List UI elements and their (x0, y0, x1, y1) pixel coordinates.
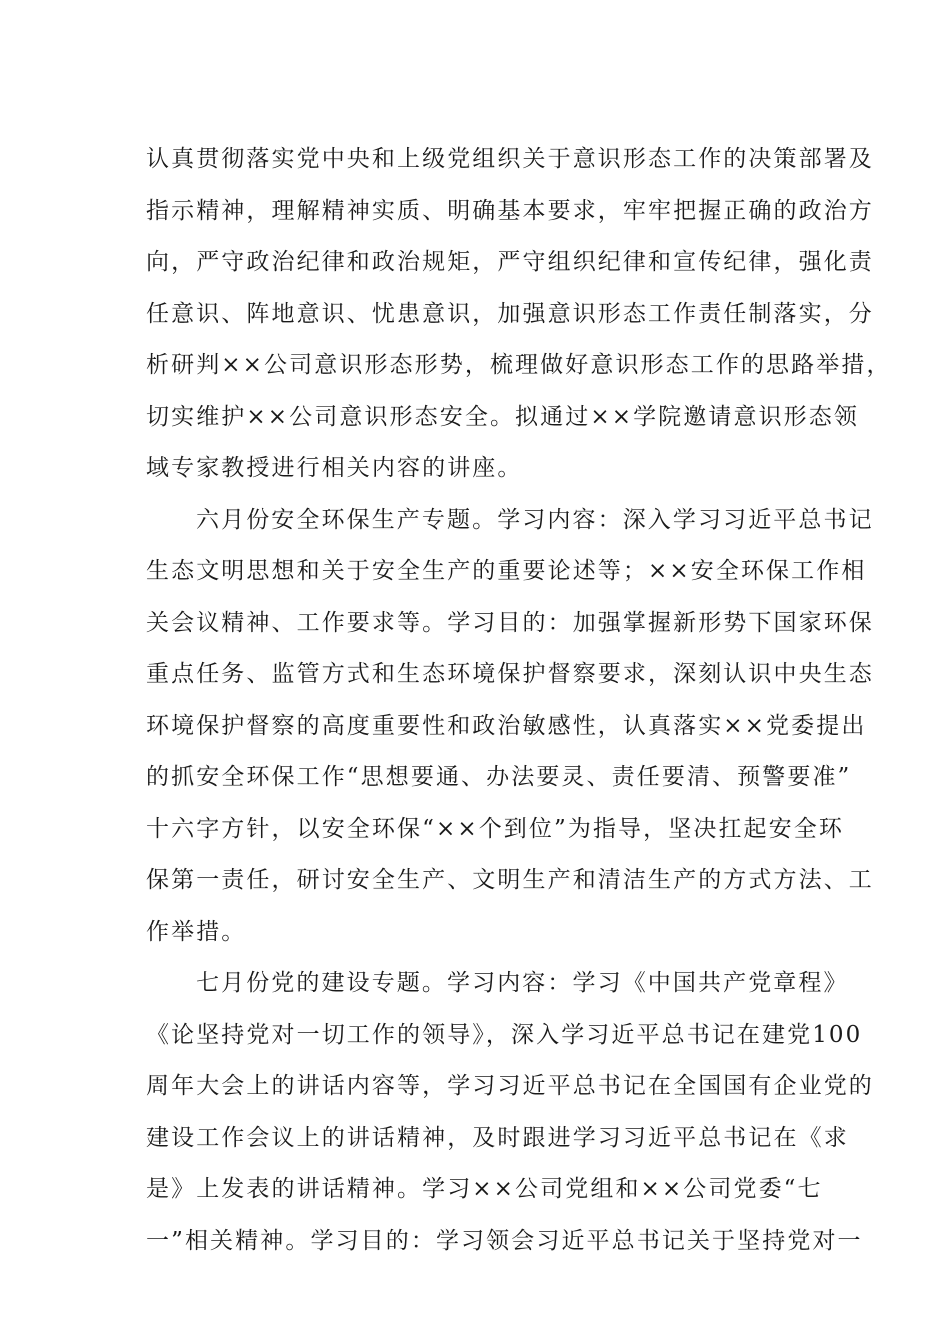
text-line: 域专家教授进行相关内容的讲座。 (146, 455, 523, 481)
text-line: 《论坚持党对一切工作的领导》，深入学习近平总书记在建党100 (146, 1021, 863, 1048)
text-line: 保第一责任，研讨安全生产、文明生产和清洁生产的方式方法、工 (146, 867, 874, 893)
text-line: 认真贯彻落实党中央和上级党组织关于意识形态工作的决策部署及 (146, 146, 874, 172)
text-line: 析研判××公司意识形态形势，梳理做好意识形态工作的思路举措， (146, 352, 892, 378)
paragraph-june-safety (146, 495, 874, 959)
text-line: 一”相关精神。学习目的：学习领会习近平总书记关于坚持党对一 (146, 1227, 863, 1254)
text-line: 任意识、阵地意识、忧患意识，加强意识形态工作责任制落实，分 (146, 300, 874, 327)
text-line: 七月份党的建设专题。学习内容：学习《中国共产党章程》 (196, 970, 849, 996)
text-line: 向，严守政治纪律和政治规矩，严守组织纪律和宣传纪律，强化责 (146, 249, 874, 275)
paragraph-july-party-building (146, 958, 874, 1267)
text-line: 的抓安全环保工作“思想要通、办法要灵、责任要清、预警要准” (146, 764, 852, 790)
paragraph-ideology-continuation (146, 134, 892, 495)
text-line: 十六字方针，以安全环保“××个到位”为指导，坚决扛起安全环 (146, 815, 844, 842)
text-line: 环境保护督察的高度重要性和政治敏感性，认真落实××党委提出 (146, 712, 867, 739)
text-line: 重点任务、监管方式和生态环境保护督察要求，深刻认识中央生态 (146, 661, 874, 687)
text-line: 作举措。 (146, 918, 247, 945)
text-line: 生态文明思想和关于安全生产的重要论述等；××安全环保工作相 (146, 558, 867, 584)
text-line: 关会议精神、工作要求等。学习目的：加强掌握新形势下国家环保 (146, 609, 874, 636)
text-line: 建设工作会议上的讲话精神，及时跟进学习习近平总书记在《求 (146, 1124, 849, 1151)
text-line: 六月份安全环保生产专题。学习内容：深入学习习近平总书记 (196, 506, 874, 533)
document-body (146, 134, 892, 1267)
text-line: 周年大会上的讲话内容等，学习习近平总书记在全国国有企业党的 (146, 1073, 874, 1099)
text-line: 是》上发表的讲话精神。学习××公司党组和××公司党委“七 (146, 1176, 823, 1202)
text-line: 切实维护××公司意识形态安全。拟通过××学院邀请意识形态领 (146, 403, 859, 430)
text-line: 指示精神，理解精神实质、明确基本要求，牢牢把握正确的政治方 (146, 197, 874, 224)
